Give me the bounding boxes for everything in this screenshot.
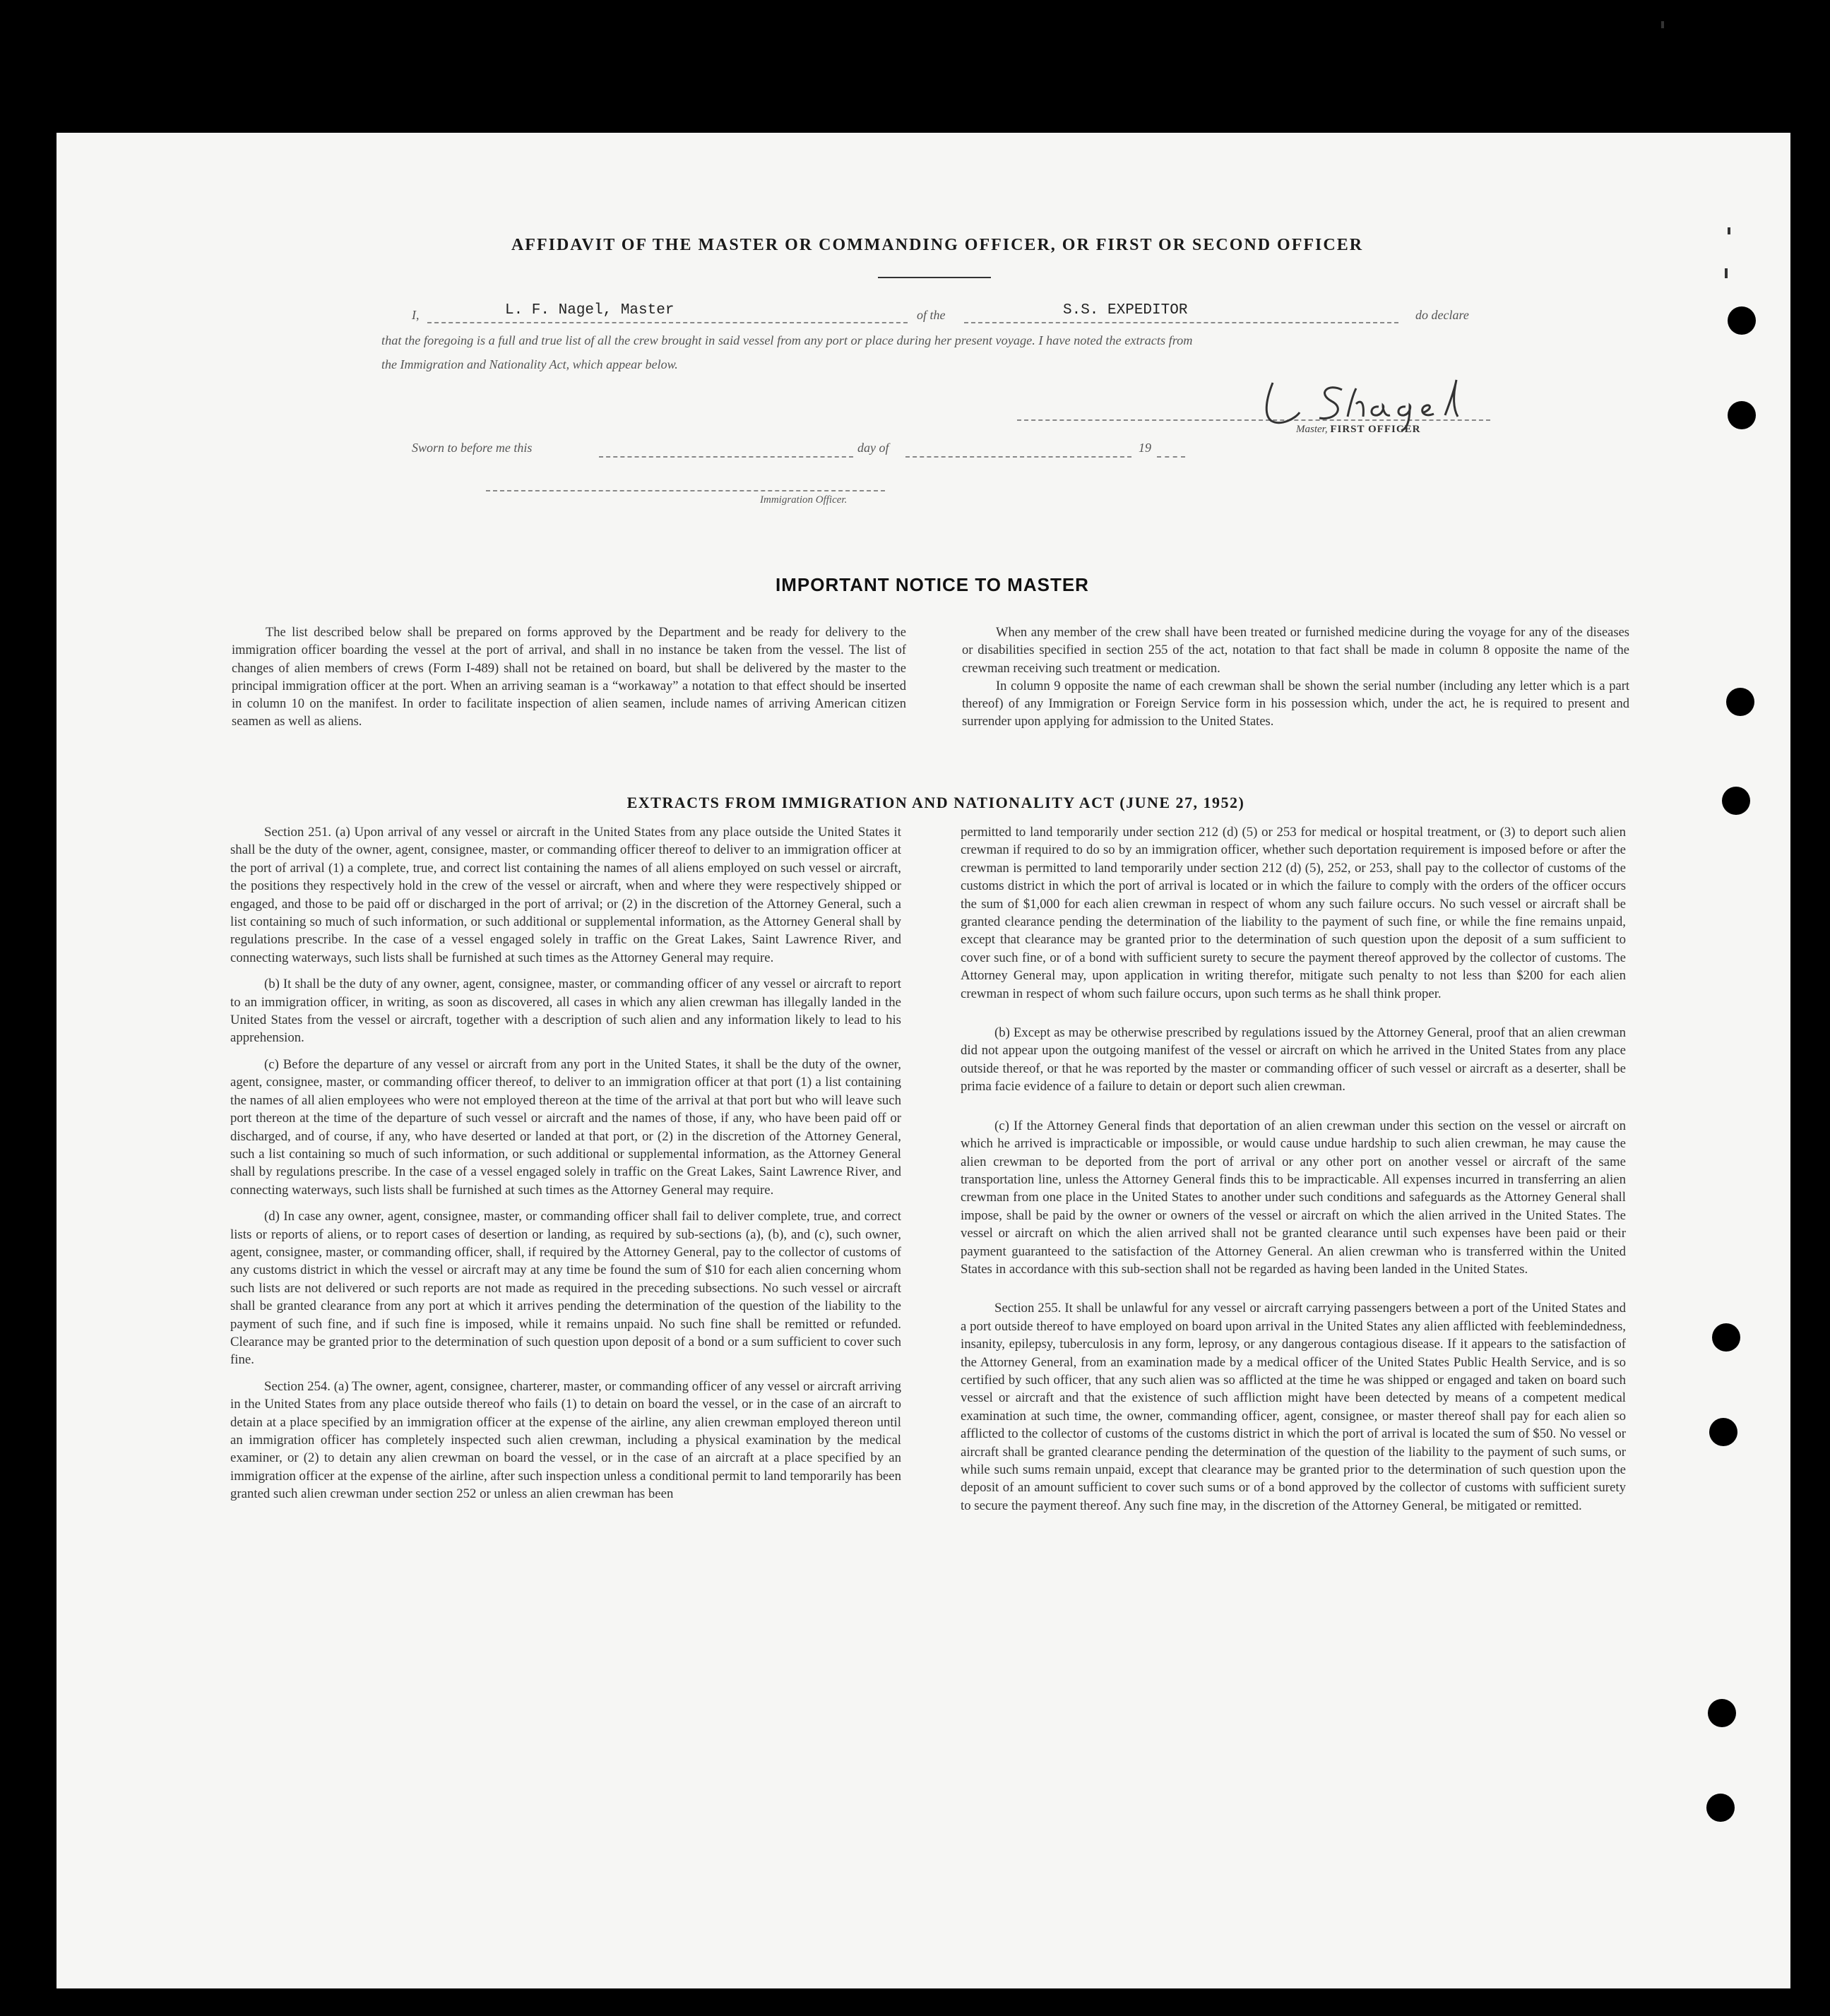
- decl-do-declare: do declare: [1415, 308, 1469, 322]
- title-rule: [878, 277, 991, 278]
- punch-hole: [1726, 688, 1754, 716]
- master-caption-label: Master,: [1296, 424, 1328, 435]
- extract-paragraph: (c) Before the departure of any vessel or aircraft from any port in the United States, it shall be the duty of the owner, agent, consignee, master, or commanding officer thereof, to deliver to an immigration officer at that port (1) a list containing the names of all alien employees who were not employed thereon at the time of the arrival at that port but who will leave such port thereon at the time of the departure of such vessel or aircraft and the names of those, if any, who have been paid off or discharged, and of course, if any, who have deserted or landed at that port, or (2) in the discretion of the Attorney General, such a list containing so much of such information, or such additional or supplemental information, as the Attorney General shall by regulations prescribe. In the case of a vessel engaged solely in traffic on the Great Lakes, Saint Lawrence River, and connecting waterways, such lists shall be furnished at such times as the Attorney General may require.: [230, 1056, 901, 1198]
- extract-paragraph: (c) If the Attorney General finds that deportation of an alien crewman under this section on the vessel or aircraft on which he arrived is impracticable or impossible, or would cause undue hardship to such alien crewman, he may cause the alien crewman to be deported from the port of arrival or any other port on another vessel or aircraft of the same transportation line, unless the Attorney General finds this to be impracticable. All expenses incurred in transferring an alien crewman from one place in the United States to another under such conditions and safeguards as the Attorney General shall impose, shall be paid by the owner or owners of the vessel or aircraft on which the alien arrived in the United States. The vessel or aircraft on which the alien arrived shall not be granted clearance until such expenses have been paid or their payment guaranteed to the satisfaction of the Attorney General. An alien crewman who is transferred within the United States in accordance with this sub-section shall not be regarded as having been landed in the United States.: [961, 1118, 1626, 1277]
- struck-officer-title: FIRST OFFICER: [1330, 424, 1421, 435]
- name-line: [427, 322, 908, 323]
- decl-line-2: that the foregoing is a full and true list of all the crew brought in said vessel from any port or place during her present voyage. I have noted the extracts from: [381, 333, 1193, 347]
- decl-line-3: the Immigration and Nationality Act, which appear below.: [381, 357, 678, 371]
- punch-hole: [1712, 1323, 1740, 1352]
- notice-right-column: [962, 624, 1629, 732]
- decl-prefix: I,: [412, 308, 420, 322]
- extract-paragraph: Section 254. (a) The owner, agent, consignee, charterer, master, or commanding officer of any vessel or aircraft arriving in the United States from any place outside thereof who fails (1) to detain on board the vessel, or in the case of an aircraft to detain at a place specified by an immigration officer at the expense of the airline, any alien crewman employed thereon until an immigration officer has completely inspected such alien crewman, including a physical examination by the medical examiner, or (2) to detain any alien crewman on board the vessel, or in the case of an aircraft at a place specified by an immigration officer at the expense of the airline, after such inspection unless a conditional permit to land temporarily has been granted such alien crewman under section 252 or unless an alien crewman has been: [230, 1378, 901, 1502]
- extract-paragraph: Section 255. It shall be unlawful for any vessel or aircraft carrying passengers between a port of the United States and a port outside thereof to have employed on board upon arrival in the United States any alien afflicted with feeblemindedness, insanity, epilepsy, tuberculosis in any form, leprosy, or any dangerous contagious disease. If it appears to the satisfaction of the Attorney General, from an examination made by a medical officer of the United States Public Health Service, and is so certified by such officer, that any such alien was so afflicted at the time he was shipped or engaged and taken on board such vessel or aircraft and that the existence of such affliction might have been detected by means of a competent medical examination at such time, the owner, commanding officer, agent, consignee, or master thereof shall pay for each alien so afflicted to the collector of customs of the customs district in which the port of arrival is located the sum of $50. No vessel or aircraft shall be granted clearance pending the determination of the question of the liability to the payment of such sums, or while such sums remain unpaid, except that clearance may be granted prior to the determination of such question upon the deposit of an amount sufficient to cover such sums or of a bond approved by the collector of customs with sufficient surety to secure the payment thereof. Any such fine may, in the discretion of the Attorney General, be mitigated or remitted.: [961, 1301, 1626, 1513]
- extracts-title: EXTRACTS FROM IMMIGRATION AND NATIONALITY ACT (JUNE 27, 1952): [626, 794, 1245, 811]
- notice-title: IMPORTANT NOTICE TO MASTER: [776, 574, 1089, 595]
- extracts-left-column: [230, 823, 901, 1503]
- affidavit-title: AFFIDAVIT OF THE MASTER OR COMMANDING OFFICER, OR FIRST OR SECOND OFFICER: [511, 236, 1364, 254]
- binder-mark: [1725, 268, 1728, 278]
- sworn-label: Sworn to before me this: [412, 441, 533, 455]
- sworn-month-line: [905, 456, 1131, 458]
- sworn-day-line: [599, 456, 853, 458]
- vessel-name: S.S. EXPEDITOR: [1063, 302, 1188, 318]
- master-name: L. F. Nagel, Master: [505, 302, 675, 318]
- notice-left-column: [232, 624, 906, 732]
- extract-paragraph: (b) Except as may be otherwise prescribed by regulations issued by the Attorney General, proof that an alien crewman did not appear upon the outgoing manifest of the vessel or aircraft on which he arrived in the United States from any place outside thereof, or that he was reported by the master or commanding officer of such vessel or aircraft as a deserter, shall be prima facie evidence of a failure to detain or deport such alien crewman.: [961, 1025, 1626, 1095]
- extract-paragraph: permitted to land temporarily under section 212 (d) (5) or 253 for medical or hospital treatment, or (3) to deport such alien crewman if required to do so by an immigration officer, whether such deportation requirement is imposed before or after the crewman is permitted to land temporarily under section 212 (d) (5), 252, or 253, shall pay to the collector of customs of the customs district in which the port of arrival is located or in which the failure to comply with the orders of the officer occurs the sum of $1,000 for each alien crewman in respect of whom any such failure occurs. No such vessel or aircraft shall be granted clearance pending the determination of the liability to the payment of such fine, or while the fine remains unpaid, except that clearance may be granted prior to the determination of such question upon the deposit of a sum sufficient to cover such fine, or of a bond with sufficient surety to secure the payment thereof approved by the collector of customs. The Attorney General may, upon application in writing therefor, mitigate such penalty to not less than $200 for each alien crewman in respect of whom such failure occurs, upon such terms as he shall think proper.: [961, 825, 1626, 1001]
- punch-hole: [1708, 1699, 1736, 1727]
- punch-hole: [1728, 306, 1756, 335]
- binder-mark: [1728, 227, 1730, 234]
- master-caption: [1296, 424, 1421, 436]
- punch-hole: [1709, 1418, 1737, 1446]
- notice-paragraph: The list described below shall be prepared on forms approved by the Department and be ready for delivery to the immigration officer boarding the vessel at the port of arrival, and shall in no instance be taken from the vessel. The list of changes of alien members of crews (Form I-489) shall not be retained on board, but shall be delivered by the master to the principal immigration officer at the port. When an arriving seaman is a “workaway” a notation to that effect should be inserted in column 10 on the manifest. In order to facilitate inspection of alien seamen, include names of arriving American citizen seamen as well as aliens.: [232, 626, 906, 729]
- punch-hole: [1722, 787, 1750, 815]
- extract-paragraph: Section 251. (a) Upon arrival of any vessel or aircraft in the United States from any place outside the United States it shall be the duty of the owner, agent, consignee, master, or commanding officer thereof to deliver to an immigration officer at the port of arrival (1) a complete, true, and correct list containing the names of all aliens employed on such vessel or aircraft, the positions they respectively hold in the crew of the vessel or aircraft, when and where they were respectively shipped or engaged, and those to be paid off or discharged in the port of arrival; or (2) in the discretion of the Attorney General, such a list containing so much of such information, or such additional or supplemental information, as the Attorney General shall by regulations prescribe. In the case of a vessel engaged solely in traffic on the Great Lakes, Saint Lawrence River, and connecting waterways, such lists shall be furnished at such times as the Attorney General may require.: [230, 825, 901, 965]
- extract-paragraph: (d) In case any owner, agent, consignee, master, or commanding officer shall fail to deliver complete, true, and correct lists or reports of aliens, or to report cases of desertion or landing, as required by sub-sections (a), (b), and (c), such owner, agent, consignee, master, or commanding officer, shall, if required by the Attorney General, pay to the collector of customs of any customs district in which the vessel or aircraft may at any time be found the sum of $10 for each alien concerning whom such lists are not delivered or such reports are not made as required in the preceding subsections. No such vessel or aircraft shall be granted clearance from any port at which it arrives pending the determination of the question of the liability to the payment of such fine, and if such fine is imposed, while it remains unpaid. No such fine shall be remitted or refunded. Clearance may be granted prior to the determination of such question upon deposit of a bond or a sum sufficient to cover such fine.: [230, 1209, 901, 1368]
- decl-of-the: of the: [917, 308, 946, 322]
- binder-mark: [1661, 21, 1664, 28]
- vessel-line: [964, 322, 1398, 323]
- day-of-label: day of: [857, 441, 889, 455]
- sworn-year-line: [1157, 456, 1185, 458]
- notice-paragraph: In column 9 opposite the name of each crewman shall be shown the serial number (including any letter which is a part thereof) of any Immigration or Foreign Service form in his possession which, under the act, he is required to present and surrender upon applying for admission to the United States.: [962, 679, 1629, 729]
- punch-hole: [1706, 1794, 1735, 1822]
- year-label: 19: [1139, 441, 1151, 455]
- extract-paragraph: (b) It shall be the duty of any owner, agent, consignee, master, or commanding officer of any vessel or aircraft to report to an immigration officer, in writing, as soon as discovered, all cases in which any alien crewman has illegally landed in the United States from the vessel or aircraft, together with a description of such alien and any information likely to lead to his apprehension.: [230, 977, 901, 1046]
- punch-hole: [1728, 401, 1756, 429]
- officer-caption: Immigration Officer.: [760, 494, 848, 506]
- officer-signature-line: [486, 490, 885, 491]
- notice-paragraph: When any member of the crew shall have been treated or furnished medicine during the voyage for any of the diseases or disabilities specified in section 255 of the act, notation to that fact shall be made in column 8 opposite the name of the crewman receiving such treatment or medication.: [962, 626, 1629, 676]
- extracts-right-column: [961, 823, 1626, 1515]
